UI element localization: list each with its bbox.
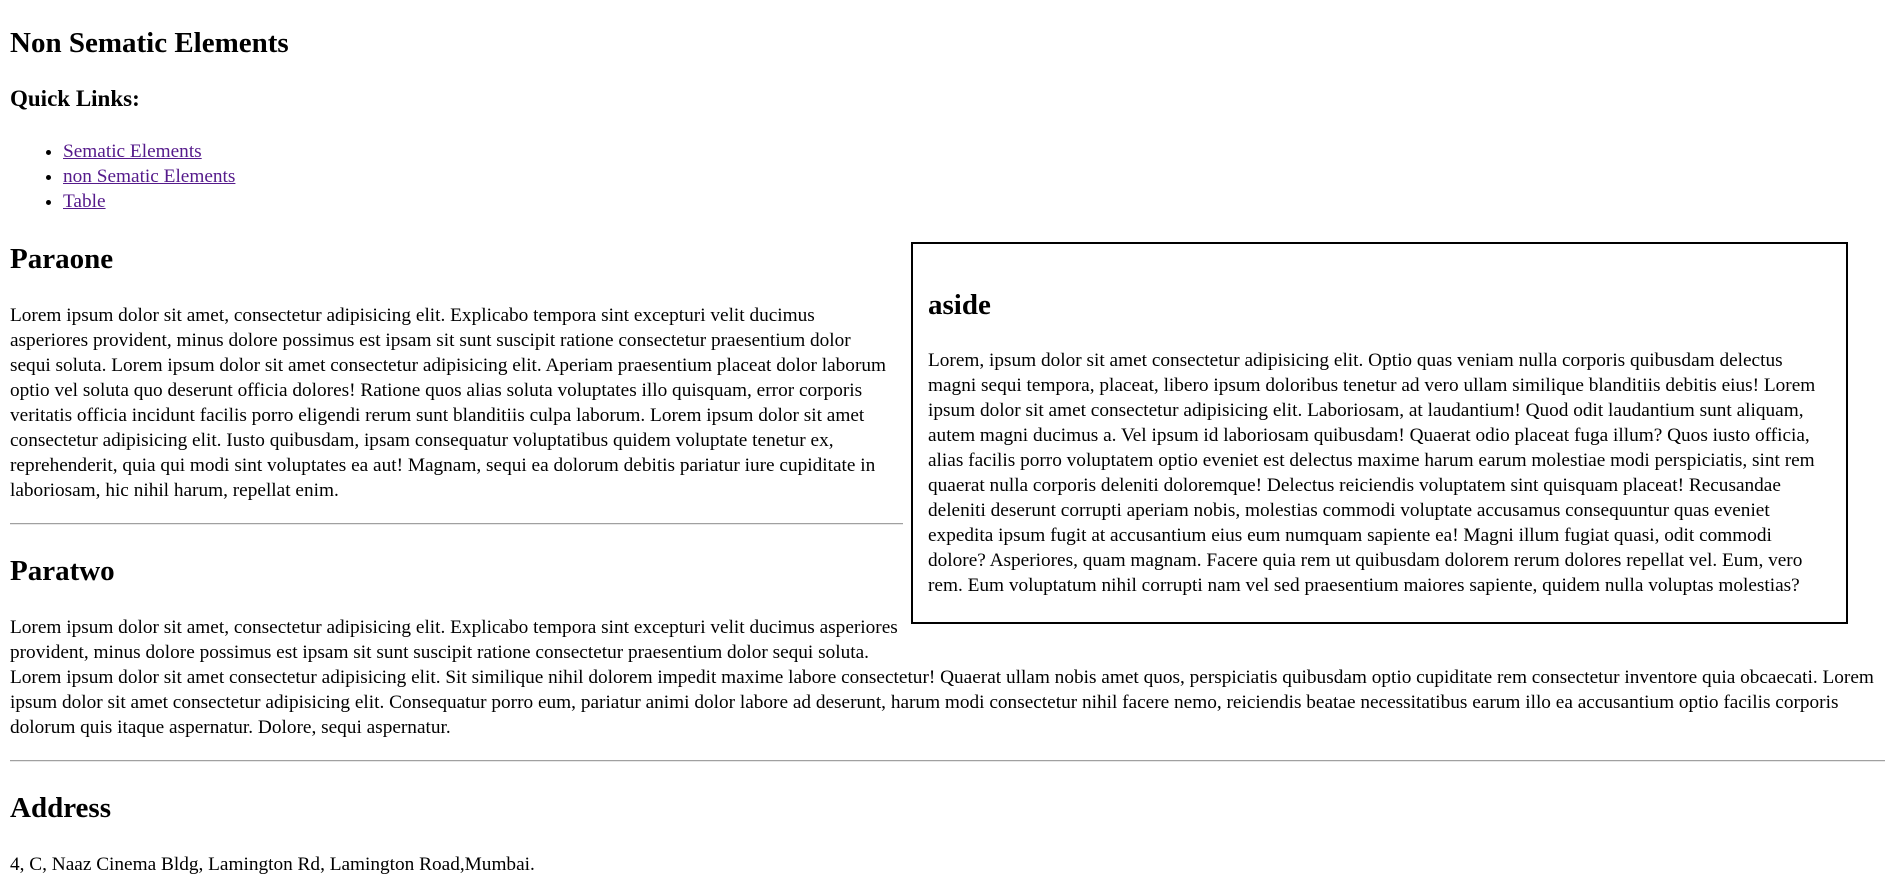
para-two-text: Lorem ipsum dolor sit amet, consectetur adipisicing elit. Explicabo tempora sint excepturi velit ducimus asperiores provident, minus dolore possimus est ipsam sit sunt suscipit ratione consectetur praesentium dolor sequi soluta. Lorem ipsum dolor sit amet consectetur adipisicing elit. Sit similique nihil dolorem impedit maxime labore consectetur! Quaerat ullam nobis amet quos, perspiciatis quibusdam optio cupiditate rem consectetur inventore quia obcaecati. Lorem ipsum dolor sit amet consectetur adipisicing elit. Consequatur porro eum, pariatur animi dolor labore ad deserunt, harum modi consectetur nihil facere nemo, reiciendis beatae necessitatibus earum illo ea accusantium optio facilis corporis dolorum quis itaque aspernatur. Dolore, sequi aspernatur.	[10, 617, 1874, 738]
address-body	[10, 852, 535, 877]
aside-box	[911, 242, 1848, 624]
list-item	[63, 164, 235, 189]
quick-links-list	[10, 139, 235, 214]
aside-heading: aside	[928, 289, 991, 321]
divider	[10, 523, 903, 525]
para-one-heading: Paraone	[10, 243, 114, 275]
quick-links-heading: Quick Links:	[10, 86, 140, 111]
page-title: Non Sematic Elements	[10, 27, 289, 59]
link-table[interactable]: Table	[63, 191, 106, 212]
para-two-heading: Paratwo	[10, 555, 115, 587]
para-two-body	[10, 615, 1890, 740]
address-text: 4, C, Naaz Cinema Bldg, Lamington Rd, Lamington Road,Mumbai.	[10, 854, 535, 875]
address-section	[10, 790, 111, 826]
aside-text: Lorem, ipsum dolor sit amet consectetur adipisicing elit. Optio quas veniam nulla corporis quibusdam delectus magni sequi tempora, placeat, libero ipsum doloribus tenetur ad vero ullam similique blanditiis debitis eius! Lorem ipsum dolor sit amet consectetur adipisicing elit. Laboriosam, at laudantium! Quod odit laudantium sunt aliquam, autem magni ducimus a. Vel ipsum id laboriosam quibusdam! Quaerat odio placeat fuga illum? Quos iusto officia, alias facilis porro voluptatem optio eveniet est delectus maxime harum earum molestiae modi perspiciatis, sint rem quaerat nulla corporis deleniti doloremque! Delectus reiciendis voluptatem sint quisquam placeat! Recusandae deleniti deserunt corrupti aperiam nobis, molestias commodi voluptate accusamus consequuntur quas eveniet expedita ipsum fugit at accusantium eius eum numquam sapiente ea! Magni illum fugiat quasi, odit commodi dolore? Asperiores, quam magnam. Facere quia rem ut quibusdam dolorem rerum dolores repellat vel. Eum, vero rem. Eum voluptatum nihil corrupti nam vel sed praesentium maiores sapiente, quidem nulla voluptas molestias?	[928, 350, 1816, 596]
link-sematic-elements[interactable]: Sematic Elements	[63, 141, 202, 162]
para-one-section	[10, 241, 113, 277]
list-item	[63, 139, 235, 164]
para-two-section	[10, 553, 115, 589]
list-item	[63, 189, 235, 214]
para-one-body	[10, 303, 895, 503]
link-non-sematic-elements[interactable]: non Sematic Elements	[63, 166, 236, 187]
para-one-text: Lorem ipsum dolor sit amet, consectetur adipisicing elit. Explicabo tempora sint excepturi velit ducimus asperiores provident, minus dolore possimus est ipsam sit sunt suscipit ratione consectetur praesentium dolor sequi soluta. Lorem ipsum dolor sit amet consectetur adipisicing elit. Aperiam praesentium placeat dolor laborum optio vel soluta quo deserunt officia dolores! Ratione quos alias soluta voluptates illo quisquam, error corporis veritatis officia incidunt facilis porro eligendi rerum sunt blanditiis culpa laborum. Lorem ipsum dolor sit amet consectetur adipisicing elit. Iusto quibusdam, ipsam consequatur voluptatibus quidem voluptate tenetur ex, reprehenderit, quia qui modi sint voluptates ea aut! Magnam, sequi ea dolorum debitis pariatur iure cupiditate in laboriosam, hic nihil harum, repellat enim.	[10, 305, 886, 501]
address-heading: Address	[10, 792, 111, 824]
divider	[10, 760, 1885, 762]
